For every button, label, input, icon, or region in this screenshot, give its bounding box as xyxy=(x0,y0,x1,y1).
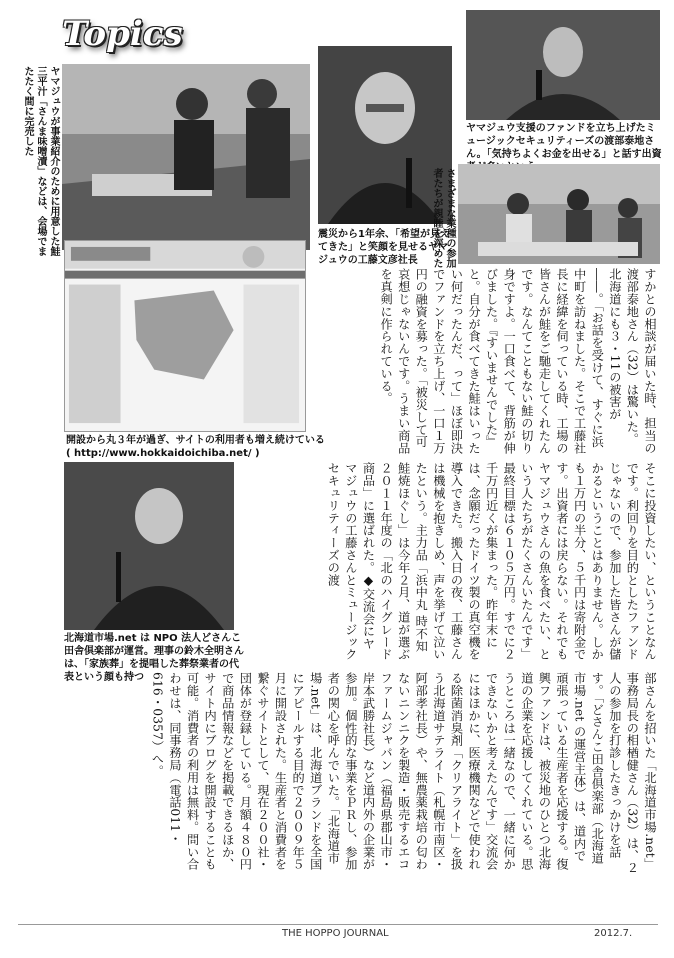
caption-website-line2: ( http://www.hokkaidoichiba.net/ ) xyxy=(66,448,260,459)
caption-suzuki-speaker: 北海道市場.net は NPO 法人どさんこ田舎倶楽部が運営。理事の鈴木全明さんは、「家族葬」を提唱した葬祭業者の代表という顔も持つ xyxy=(64,633,244,683)
topics-header: Topics xyxy=(62,14,183,54)
caption-tasting-table: ヤマジュウが事業紹介のために用意した鮭三平汁「さんま味噌漬」などは、会場でまたたく間に完売した xyxy=(22,66,59,256)
caption-kudo-president: 震災から1年余、「希望が見えてきた」と笑顔を見せるヤマジュウの工藤文彦社長 xyxy=(318,229,450,266)
photo-tasting-table xyxy=(62,64,310,250)
article-column-2: そこに投資したい、ということなんです。利回りを目的としたファンドじゃないので、参加した皆さんが儲かるということはありません。しかも１万円の半分、５千円は寄附金です。出資者には戻らない。それでもヤマジュウさんの魚を食べたい、という人たちがたくさんいたんです」最終目標は６１０５万円。すでに２千万円近くが集まった。昨年末には、念願だったドイツ製の真空機を導入できた。搬入日の夜、工藤さんは機械を抱きしめ、声を挙げて泣いたという。主力品「浜中丸 時不知鮭焼ほぐし」は今年２月、道が選ぶ２０１１年度の「北のハイグレード商品」に選ばれた。◆交流会にヤマジュウの工藤さんとミュージックセキュリティーズの渡 xyxy=(326,462,657,661)
article-column-3: 部さんを招いた「北海道市場.net」事務局長の相楢健さん（32）は、２人の参加を打診したきっかけを話す。「どさんこ田舎倶楽部（北海道市場.net の運営主体）は、道内で頑張っている生産者を応援する。復興ファンドは、被災地のひとつ北海道の企業を応援してくれている。思うところは一緒なので、一緒に何かできないかと考えたんです」交流会にはほかに、医療機関などで使われる除菌消臭剤「クリアライト」を扱う北海道サテライト（札幌市南区・阿部孝社長）や、無農薬栽培の匂わないニンニクを製造・販売するエコファームジャパン（福島県郡山市・岸本武勝社長）など道内外の企業が参加。個性的な事業をＰＲし、参加者の関心を呼んでいた。「北海道市場.net」は、北海道ブランドを全国にアピールする目的で２００９年５月に開設された。生産者と消費者を繋ぐサイトとして、現在２００社・団体が登録している。月額４８０円で商品情報などを掲載できるほか、サイト内にブログを開設することも可能。消費者の利用は無料。問い合わせは、同事務局（電話011・616・0357）へ。 xyxy=(150,672,657,874)
photo-networking xyxy=(458,164,660,264)
article-column-1: すかとの相談が届いた時、担当の渡部泰地さん（32）は驚いた。北海道にも３・11の被害が――。「お話を受けて、すぐに浜中町を訪ねました。そこで工藤社長に経緯を伺っている時、工場の皆さんが鮭をご馳走してくれたんです。なんてこともない鮭の切り身ですよ。一口食べて、背筋が伸びました。『すいませんでした』と。自分が食べてきた鮭はいったい何だったんだ、って」ほぼ即決でファンドを立ち上げ、一口１万円の融資を募った。「被災して可哀想じゃないんです。うまい商品を真剣に作られている。 xyxy=(379,268,657,454)
photo-suzuki-speaker xyxy=(64,462,234,630)
photo-watanabe-speaker xyxy=(466,10,660,120)
footer-rule xyxy=(18,924,658,925)
caption-watanabe-speaker: ヤマジュウ支援のファンドを立ち上げたミュージックセキュリティーズの渡部泰地さん。「気持ちよくお金を出せる」と話す出資 xyxy=(466,123,662,160)
caption-website-line1: 開設から丸３年が過ぎ、サイトの利用者も増え続けている xyxy=(66,435,325,446)
footer-date: 2012.7. xyxy=(594,928,633,939)
photo-website-screenshot xyxy=(64,240,306,432)
footer-journal: THE HOPPO JOURNAL xyxy=(282,928,389,939)
caption-networking: さまざまな業種の参加者たちが親睦を深めた xyxy=(431,168,455,268)
